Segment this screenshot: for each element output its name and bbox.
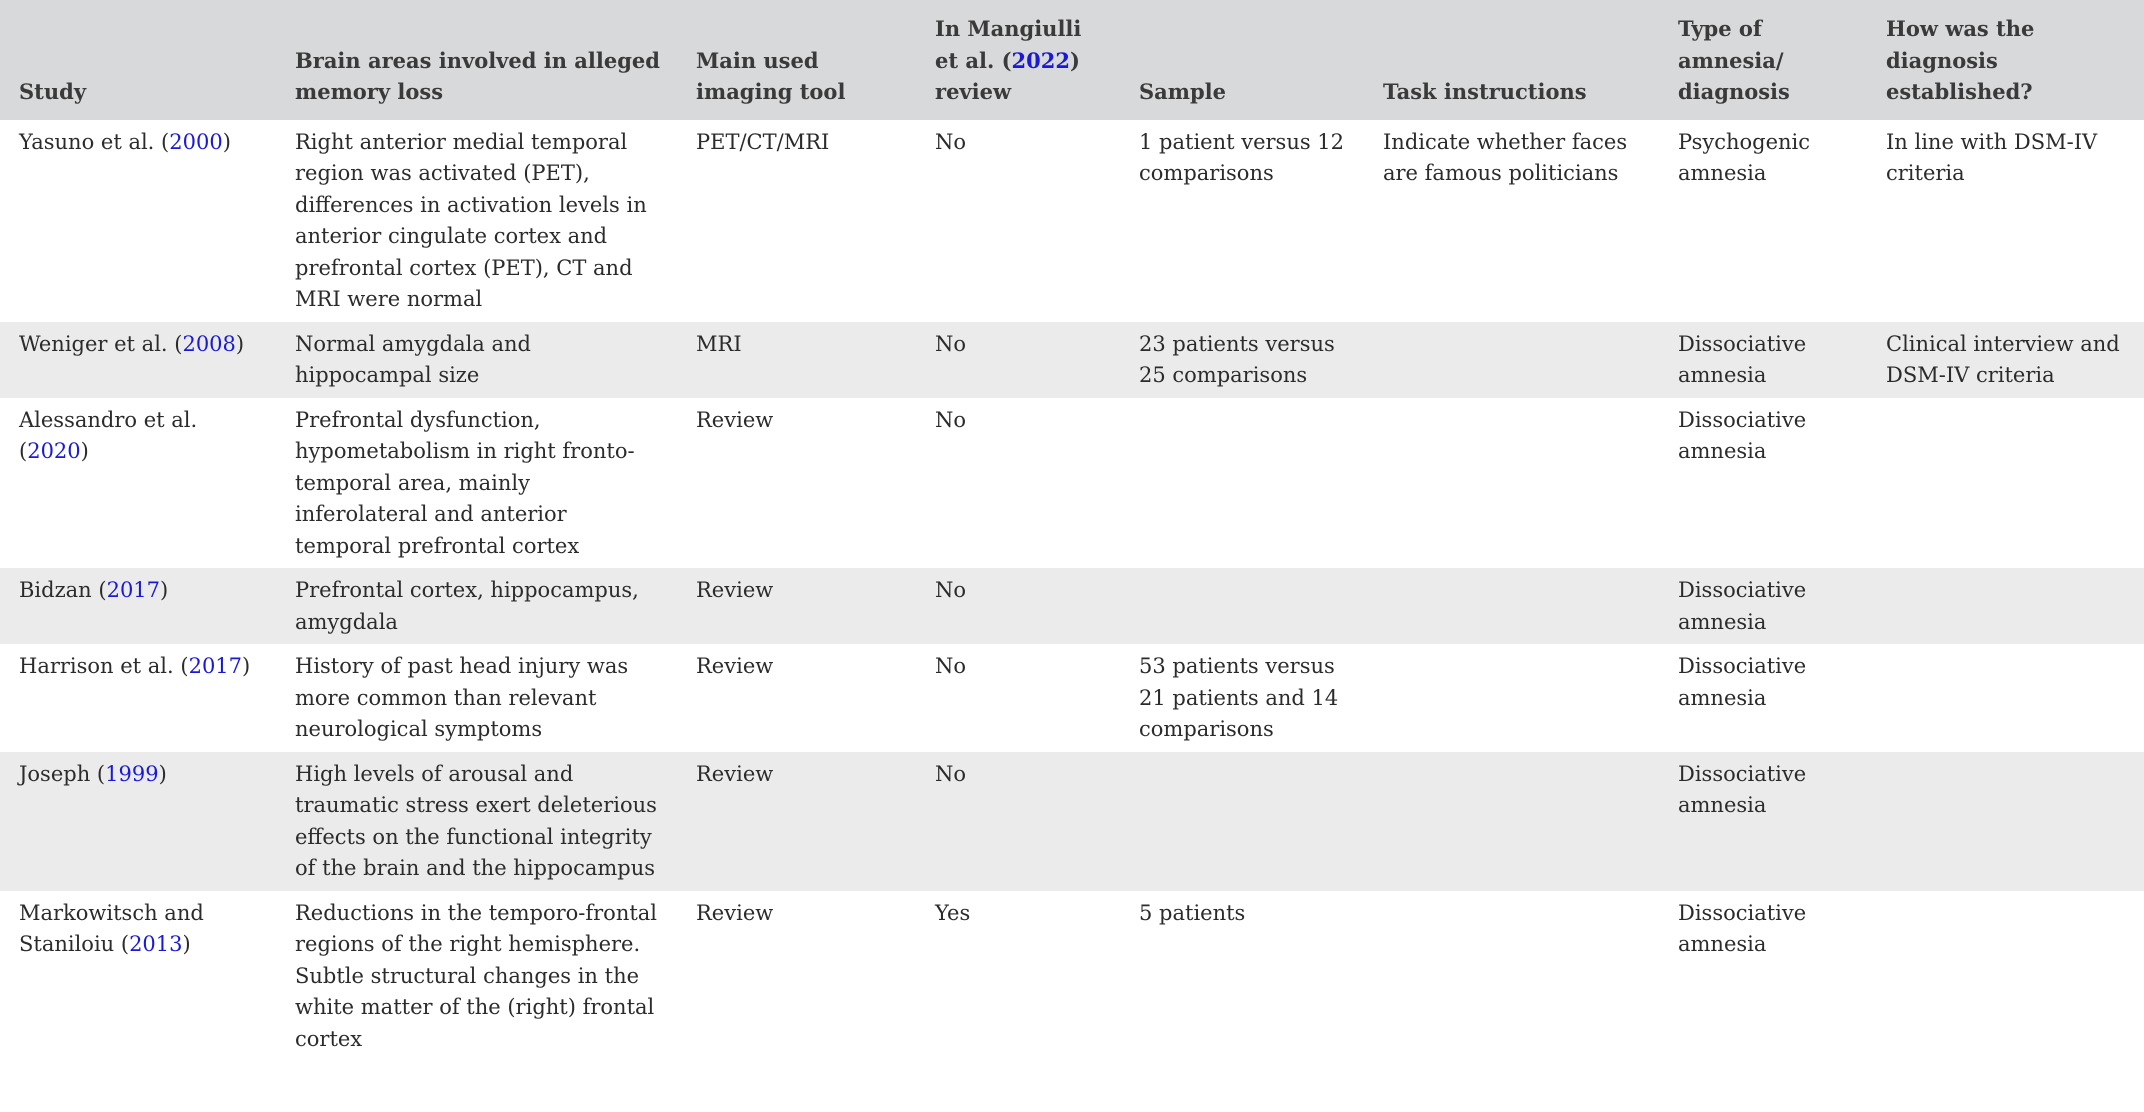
study-cell xyxy=(0,891,276,1062)
sample-cell xyxy=(1120,568,1364,644)
sample-cell: 1 patient versus 12 comparisons xyxy=(1139,129,1345,185)
header-study: Study xyxy=(19,79,87,104)
study-close: ) xyxy=(160,578,169,602)
brain-areas-cell: Prefrontal cortex, hippocampus, amygdala xyxy=(295,578,639,634)
header-review-prefix: In Mangiulli et al. ( xyxy=(935,16,1082,73)
table-row xyxy=(0,322,2144,398)
diagnosis-cell: Clinical interview and DSM-IV criteria xyxy=(1886,331,2120,387)
header-in-review xyxy=(916,0,1120,120)
task-cell xyxy=(1364,752,1659,891)
imaging-tool-cell: Review xyxy=(696,900,774,925)
imaging-tool-cell: PET/CT/MRI xyxy=(696,129,830,154)
table-row xyxy=(0,398,2144,569)
study-name: Joseph ( xyxy=(19,761,106,786)
header-sample: Sample xyxy=(1139,79,1227,104)
in-review-cell: No xyxy=(935,654,967,678)
study-close: ) xyxy=(158,761,167,786)
brain-areas-cell: Normal amygdala and hippocampal size xyxy=(295,331,531,387)
table-body xyxy=(0,120,2144,1062)
sample-cell: 23 patients versus 25 comparisons xyxy=(1139,331,1335,387)
study-year-link[interactable]: 2013 xyxy=(129,932,183,956)
study-cell xyxy=(0,568,276,644)
sample-cell: 53 patients versus 21 patients and 14 comparisons xyxy=(1139,654,1339,741)
amnesia-type-cell: Dissociative amnesia xyxy=(1678,407,1807,463)
imaging-tool-cell: Review xyxy=(696,654,774,678)
brain-areas-cell: Reductions in the temporo-frontal regions of the right hemisphere. Subtle structural changes in the white matter of the (right) frontal cortex xyxy=(295,900,658,1051)
table-row xyxy=(0,568,2144,644)
study-name: Markowitsch and Staniloiu ( xyxy=(19,900,204,956)
study-cell xyxy=(0,322,276,398)
study-close: ) xyxy=(182,932,191,956)
study-cell xyxy=(0,120,276,322)
study-close: ) xyxy=(235,331,245,356)
table-row xyxy=(0,120,2144,322)
header-review-year-link[interactable]: 2022 xyxy=(1011,47,1070,73)
study-close: ) xyxy=(242,654,251,678)
study-year-link[interactable]: 2008 xyxy=(182,331,236,356)
header-imaging-tool: Main used imaging tool xyxy=(696,47,846,104)
header-row xyxy=(0,0,2144,120)
amnesia-type-cell: Dissociative amnesia xyxy=(1678,761,1807,817)
diagnosis-cell xyxy=(1867,644,2144,752)
header-diagnosis-method: How was the diagnosis established? xyxy=(1886,16,2035,104)
study-name: Yasuno et al. ( xyxy=(19,129,170,154)
study-close: ) xyxy=(222,129,231,154)
study-cell xyxy=(0,644,276,752)
study-name: Weniger et al. ( xyxy=(19,331,183,356)
amnesia-type-cell: Dissociative amnesia xyxy=(1678,331,1807,387)
in-review-cell: No xyxy=(935,761,967,786)
table-row xyxy=(0,644,2144,752)
in-review-cell: No xyxy=(935,407,967,432)
task-cell xyxy=(1364,322,1659,398)
in-review-cell: Yes xyxy=(935,900,971,925)
task-cell xyxy=(1364,644,1659,752)
amnesia-type-cell: Psychogenic amnesia xyxy=(1678,129,1811,185)
amnesia-type-cell: Dissociative amnesia xyxy=(1678,654,1807,710)
table-header xyxy=(0,0,2144,120)
imaging-tool-cell: Review xyxy=(696,761,774,786)
study-name: Alessandro et al. ( xyxy=(19,407,198,463)
imaging-tool-cell: Review xyxy=(696,407,774,432)
diagnosis-cell xyxy=(1867,568,2144,644)
diagnosis-cell xyxy=(1867,891,2144,1062)
task-cell xyxy=(1364,398,1659,569)
amnesia-type-cell: Dissociative amnesia xyxy=(1678,900,1807,956)
task-cell: Indicate whether faces are famous politicians xyxy=(1383,129,1628,185)
sample-cell xyxy=(1120,398,1364,569)
brain-areas-cell: History of past head injury was more common than relevant neurological symptoms xyxy=(295,654,629,741)
header-brain-areas: Brain areas involved in alleged memory loss xyxy=(295,47,660,104)
imaging-tool-cell: MRI xyxy=(696,331,742,356)
amnesia-type-cell: Dissociative amnesia xyxy=(1678,578,1807,634)
brain-areas-cell: Prefrontal dysfunction, hypometabolism in right fronto-temporal area, mainly inferolateral and anterior temporal prefrontal cortex xyxy=(295,407,635,558)
study-close: ) xyxy=(80,439,89,463)
imaging-tool-cell: Review xyxy=(696,578,774,602)
sample-cell: 5 patients xyxy=(1139,900,1246,925)
table-row xyxy=(0,752,2144,891)
diagnosis-cell: In line with DSM-IV criteria xyxy=(1886,129,2098,185)
brain-areas-cell: Right anterior medial temporal region was activated (PET), differences in activation levels in anterior cingulate cortex and prefrontal cortex (PET), CT and MRI were normal xyxy=(295,129,647,311)
in-review-cell: No xyxy=(935,578,967,602)
study-name: Harrison et al. ( xyxy=(19,654,189,678)
study-cell xyxy=(0,398,276,569)
study-year-link[interactable]: 2000 xyxy=(169,129,223,154)
study-year-link[interactable]: 2017 xyxy=(188,654,243,678)
task-cell xyxy=(1364,568,1659,644)
header-review-suffix: ) review xyxy=(935,47,1080,104)
study-year-link[interactable]: 1999 xyxy=(105,761,159,786)
diagnosis-cell xyxy=(1867,752,2144,891)
study-name: Bidzan ( xyxy=(19,578,107,602)
sample-cell xyxy=(1120,752,1364,891)
header-task-instructions: Task instructions xyxy=(1383,79,1587,104)
task-cell xyxy=(1364,891,1659,1062)
diagnosis-cell xyxy=(1867,398,2144,569)
table-row xyxy=(0,891,2144,1062)
header-type-of-amnesia: Type of amnesia/ diagnosis xyxy=(1678,16,1790,104)
study-year-link[interactable]: 2020 xyxy=(27,439,81,463)
in-review-cell: No xyxy=(935,331,967,356)
study-cell xyxy=(0,752,276,891)
brain-areas-cell: High levels of arousal and traumatic stress exert deleterious effects on the functional integrity of the brain and the hippocampus xyxy=(295,761,657,880)
in-review-cell: No xyxy=(935,129,967,154)
study-year-link[interactable]: 2017 xyxy=(106,578,161,602)
